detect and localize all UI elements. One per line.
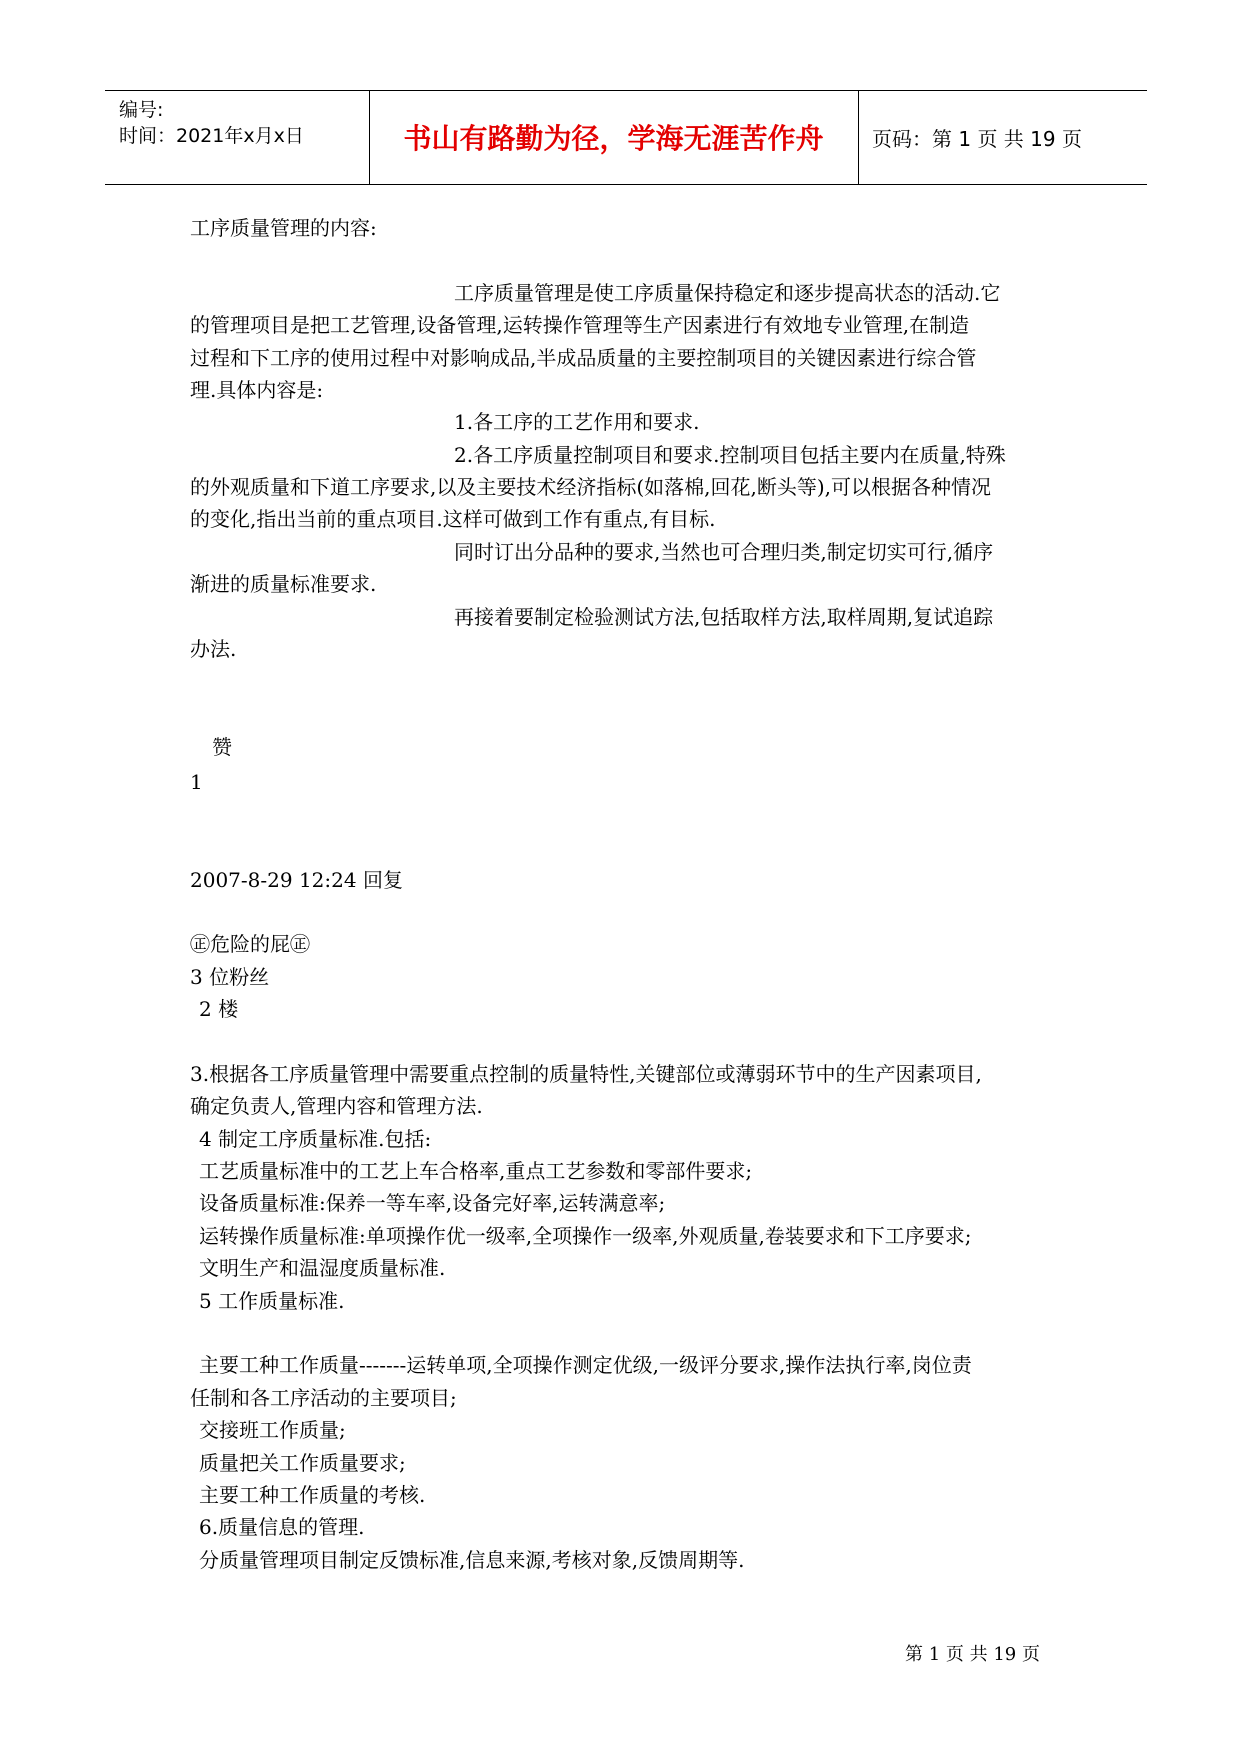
list-item: 6.质量信息的管理.	[199, 1515, 365, 1539]
poster-username: ㊣危险的屁㊣	[190, 932, 310, 956]
body-line: 理.具体内容是:	[190, 378, 324, 402]
list-item: 4 制定工序质量标准.包括:	[199, 1127, 432, 1151]
body-line: 主要工种工作质量的考核.	[199, 1483, 426, 1507]
like-label: 赞	[212, 735, 232, 759]
body-line: 设备质量标准:保养一等车率,设备完好率,运转满意率;	[199, 1191, 666, 1215]
header-motto-cell	[369, 91, 859, 184]
document-time-label: 时间：2021年x月x日	[119, 125, 304, 147]
body-line: 质量把关工作质量要求;	[199, 1451, 406, 1475]
list-item: 5 工作质量标准.	[199, 1289, 345, 1313]
body-line: 运转操作质量标准:单项操作优一级率,全项操作一级率,外观质量,卷装要求和下工序要求;	[199, 1224, 972, 1248]
body-line: 的外观质量和下道工序要求,以及主要技术经济指标(如落棉,回花,断头等),可以根据各种情况	[190, 475, 992, 499]
section-heading: 工序质量管理的内容:	[190, 216, 377, 240]
body-line: 的变化,指出当前的重点项目.这样可做到工作有重点,有目标.	[190, 507, 716, 531]
body-line: 渐进的质量标准要求.	[190, 572, 377, 596]
body-line: 的管理项目是把工艺管理,设备管理,运转操作管理等生产因素进行有效地专业管理,在制造	[190, 313, 970, 337]
post-timestamp-reply: 2007-8-29 12:24 回复	[190, 868, 403, 892]
page-footer: 第 1 页 共 19 页	[905, 1644, 1040, 1665]
poster-fans: 3 位粉丝	[190, 965, 270, 989]
body-line: 再接着要制定检验测试方法,包括取样方法,取样周期,复试追踪	[454, 605, 994, 629]
body-line: 文明生产和温湿度质量标准.	[199, 1256, 446, 1280]
header-meta-cell	[105, 91, 370, 184]
header-motto: 书山有路勤为径，学海无涯苦作舟	[403, 122, 824, 155]
body-line: 确定负责人,管理内容和管理方法.	[190, 1094, 483, 1118]
page-header	[105, 90, 1147, 185]
body-line: 过程和下工序的使用过程中对影响成品,半成品质量的主要控制项目的关键因素进行综合管	[190, 346, 977, 370]
body-line: 3.根据各工序质量管理中需要重点控制的质量特性,关键部位或薄弱环节中的生产因素项目,	[190, 1062, 982, 1086]
body-line: 任制和各工序活动的主要项目;	[190, 1386, 457, 1410]
header-page-cell	[858, 91, 1147, 184]
like-count: 1	[190, 770, 203, 794]
body-line: 办法.	[190, 637, 237, 661]
body-line: 分质量管理项目制定反馈标准,信息来源,考核对象,反馈周期等.	[199, 1548, 745, 1572]
document-number-label: 编号:	[119, 99, 164, 121]
body-line: 交接班工作质量;	[199, 1418, 346, 1442]
body-line: 同时订出分品种的要求,当然也可合理归类,制定切实可行,循序	[454, 540, 994, 564]
body-line: 主要工种工作质量-------运转单项,全项操作测定优级,一级评分要求,操作法执行率,岗位责	[199, 1353, 972, 1377]
floor-number: 2 楼	[199, 997, 239, 1021]
header-page-number: 页码：第 1 页 共 19 页	[872, 127, 1082, 151]
list-item: 1.各工序的工艺作用和要求.	[454, 410, 700, 434]
body-line: 工序质量管理是使工序质量保持稳定和逐步提高状态的活动.它	[454, 281, 1001, 305]
list-item: 2.各工序质量控制项目和要求.控制项目包括主要内在质量,特殊	[454, 443, 1006, 467]
body-line: 工艺质量标准中的工艺上车合格率,重点工艺参数和零部件要求;	[199, 1159, 753, 1183]
